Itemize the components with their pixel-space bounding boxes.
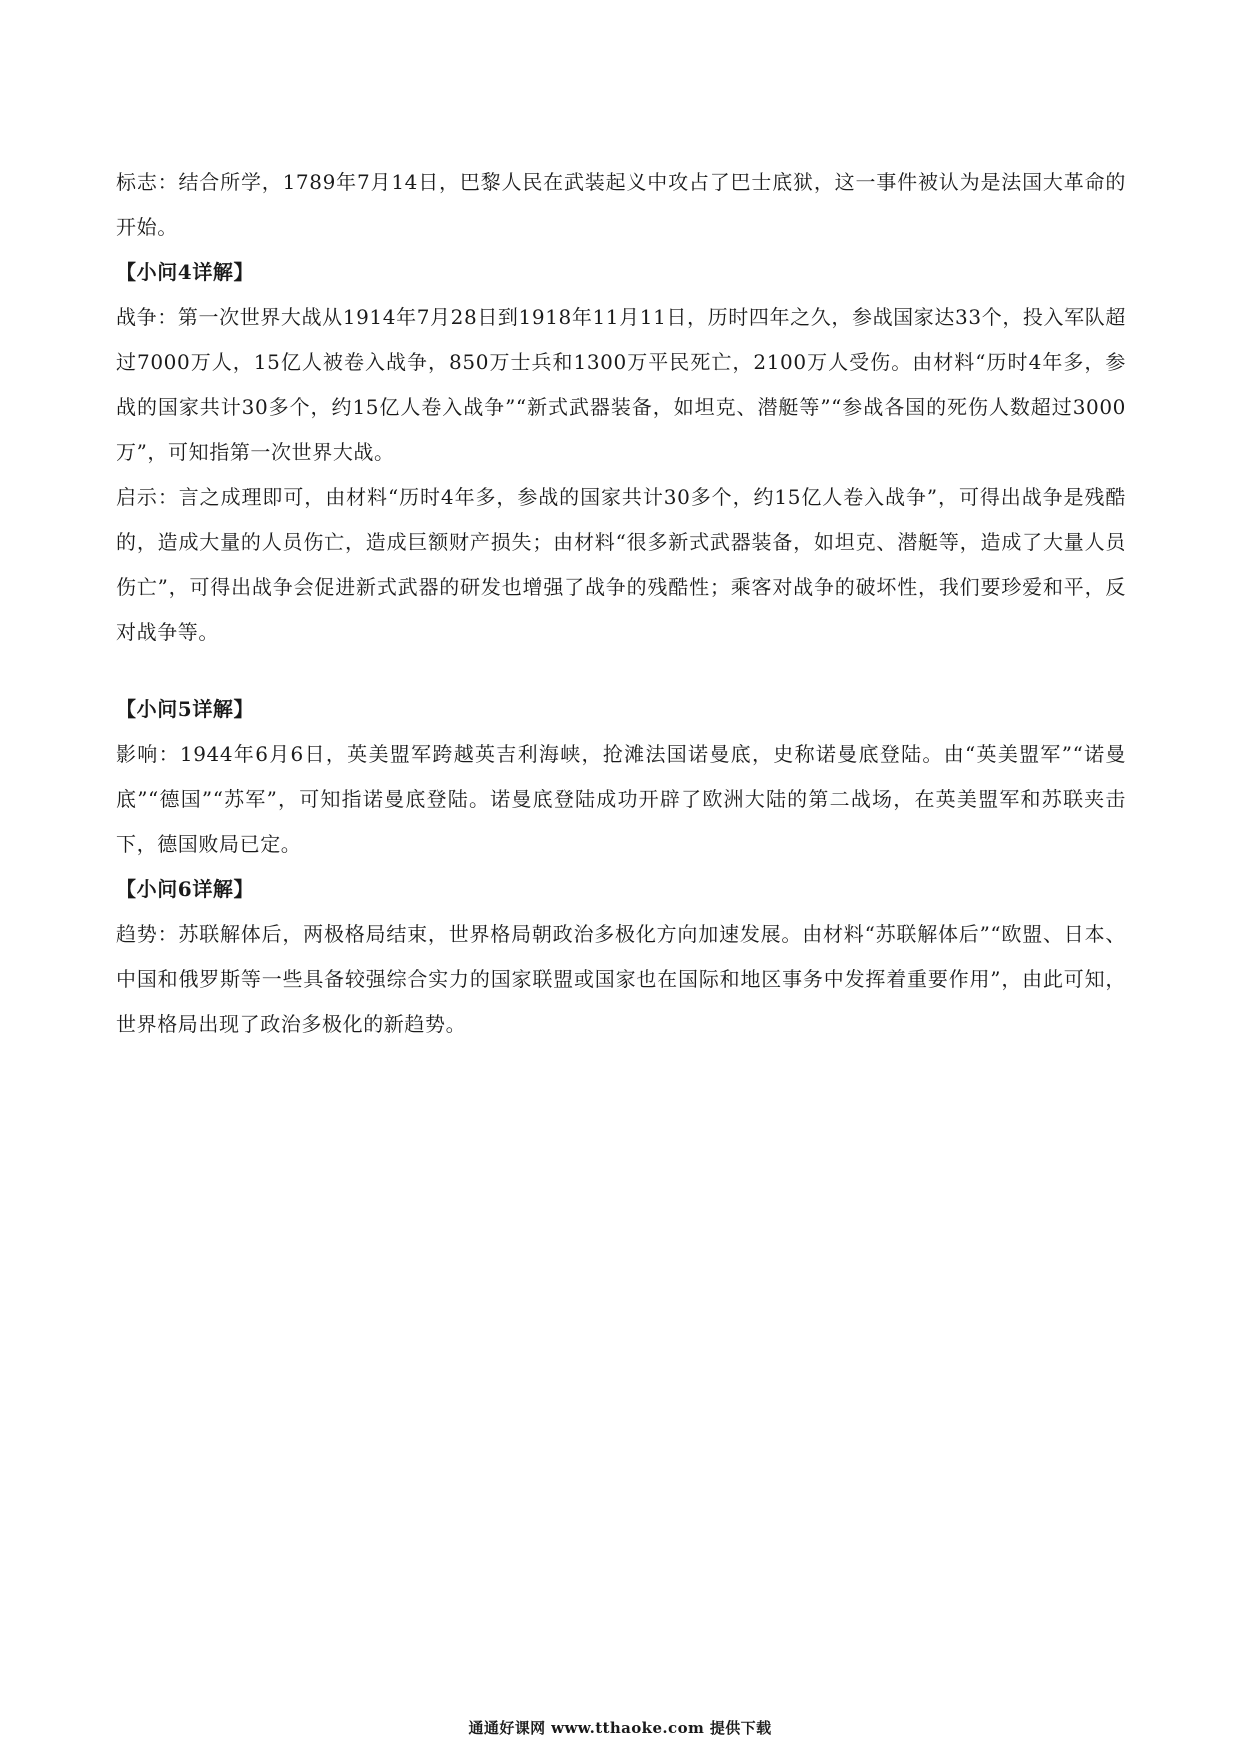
- heading-question-5: 【小问5详解】: [116, 697, 255, 721]
- paragraph-trend: 趋势：苏联解体后，两极格局结束，世界格局朝政治多极化方向加速发展。由材料“苏联解体后”“欧盟、日本、中国和俄罗斯等一些具备较强综合实力的国家联盟或国家也在国际和地区事务中发挥着重要作用”，由此可知，世界格局出现了政治多极化的新趋势。: [116, 922, 1126, 1036]
- heading-question-4: 【小问4详解】: [116, 260, 255, 284]
- heading-question-6: 【小问6详解】: [116, 877, 255, 901]
- section-spacer: [116, 655, 1126, 687]
- paragraph-war: 战争：第一次世界大战从1914年7月28日到1918年11月11日，历时四年之久，参战国家达33个，投入军队超过7000万人，15亿人被卷入战争，850万士兵和1300万平民死亡，2100万人受伤。由材料“历时4年多，参战的国家共计30多个，约15亿人卷入战争”“新式武器装备，如坦克、潜艇等”“参战各国的死伤人数超过3000万”，可知指第一次世界大战。: [116, 305, 1126, 464]
- document-body: [116, 160, 1126, 1047]
- paragraph-lesson: 启示：言之成理即可，由材料“历时4年多，参战的国家共计30多个，约15亿人卷入战争”，可得出战争是残酷的，造成大量的人员伤亡，造成巨额财产损失；由材料“很多新式武器装备，如坦克、潜艇等，造成了大量人员伤亡”，可得出战争会促进新式武器的研发也增强了战争的残酷性；乘客对战争的破坏性，我们要珍爱和平，反对战争等。: [116, 485, 1126, 644]
- paragraph-influence: 影响：1944年6月6日，英美盟军跨越英吉利海峡，抢滩法国诺曼底，史称诺曼底登陆。由“英美盟军”“诺曼底”“德国”“苏军”，可知指诺曼底登陆。诺曼底登陆成功开辟了欧洲大陆的第二战场，在英美盟军和苏联夹击下，德国败局已定。: [116, 742, 1126, 856]
- page-footer: 通通好课网 www.tthaoke.com 提供下载: [468, 1719, 772, 1737]
- paragraph-symbol: 标志：结合所学，1789年7月14日，巴黎人民在武装起义中攻占了巴士底狱，这一事件被认为是法国大革命的开始。: [116, 170, 1126, 239]
